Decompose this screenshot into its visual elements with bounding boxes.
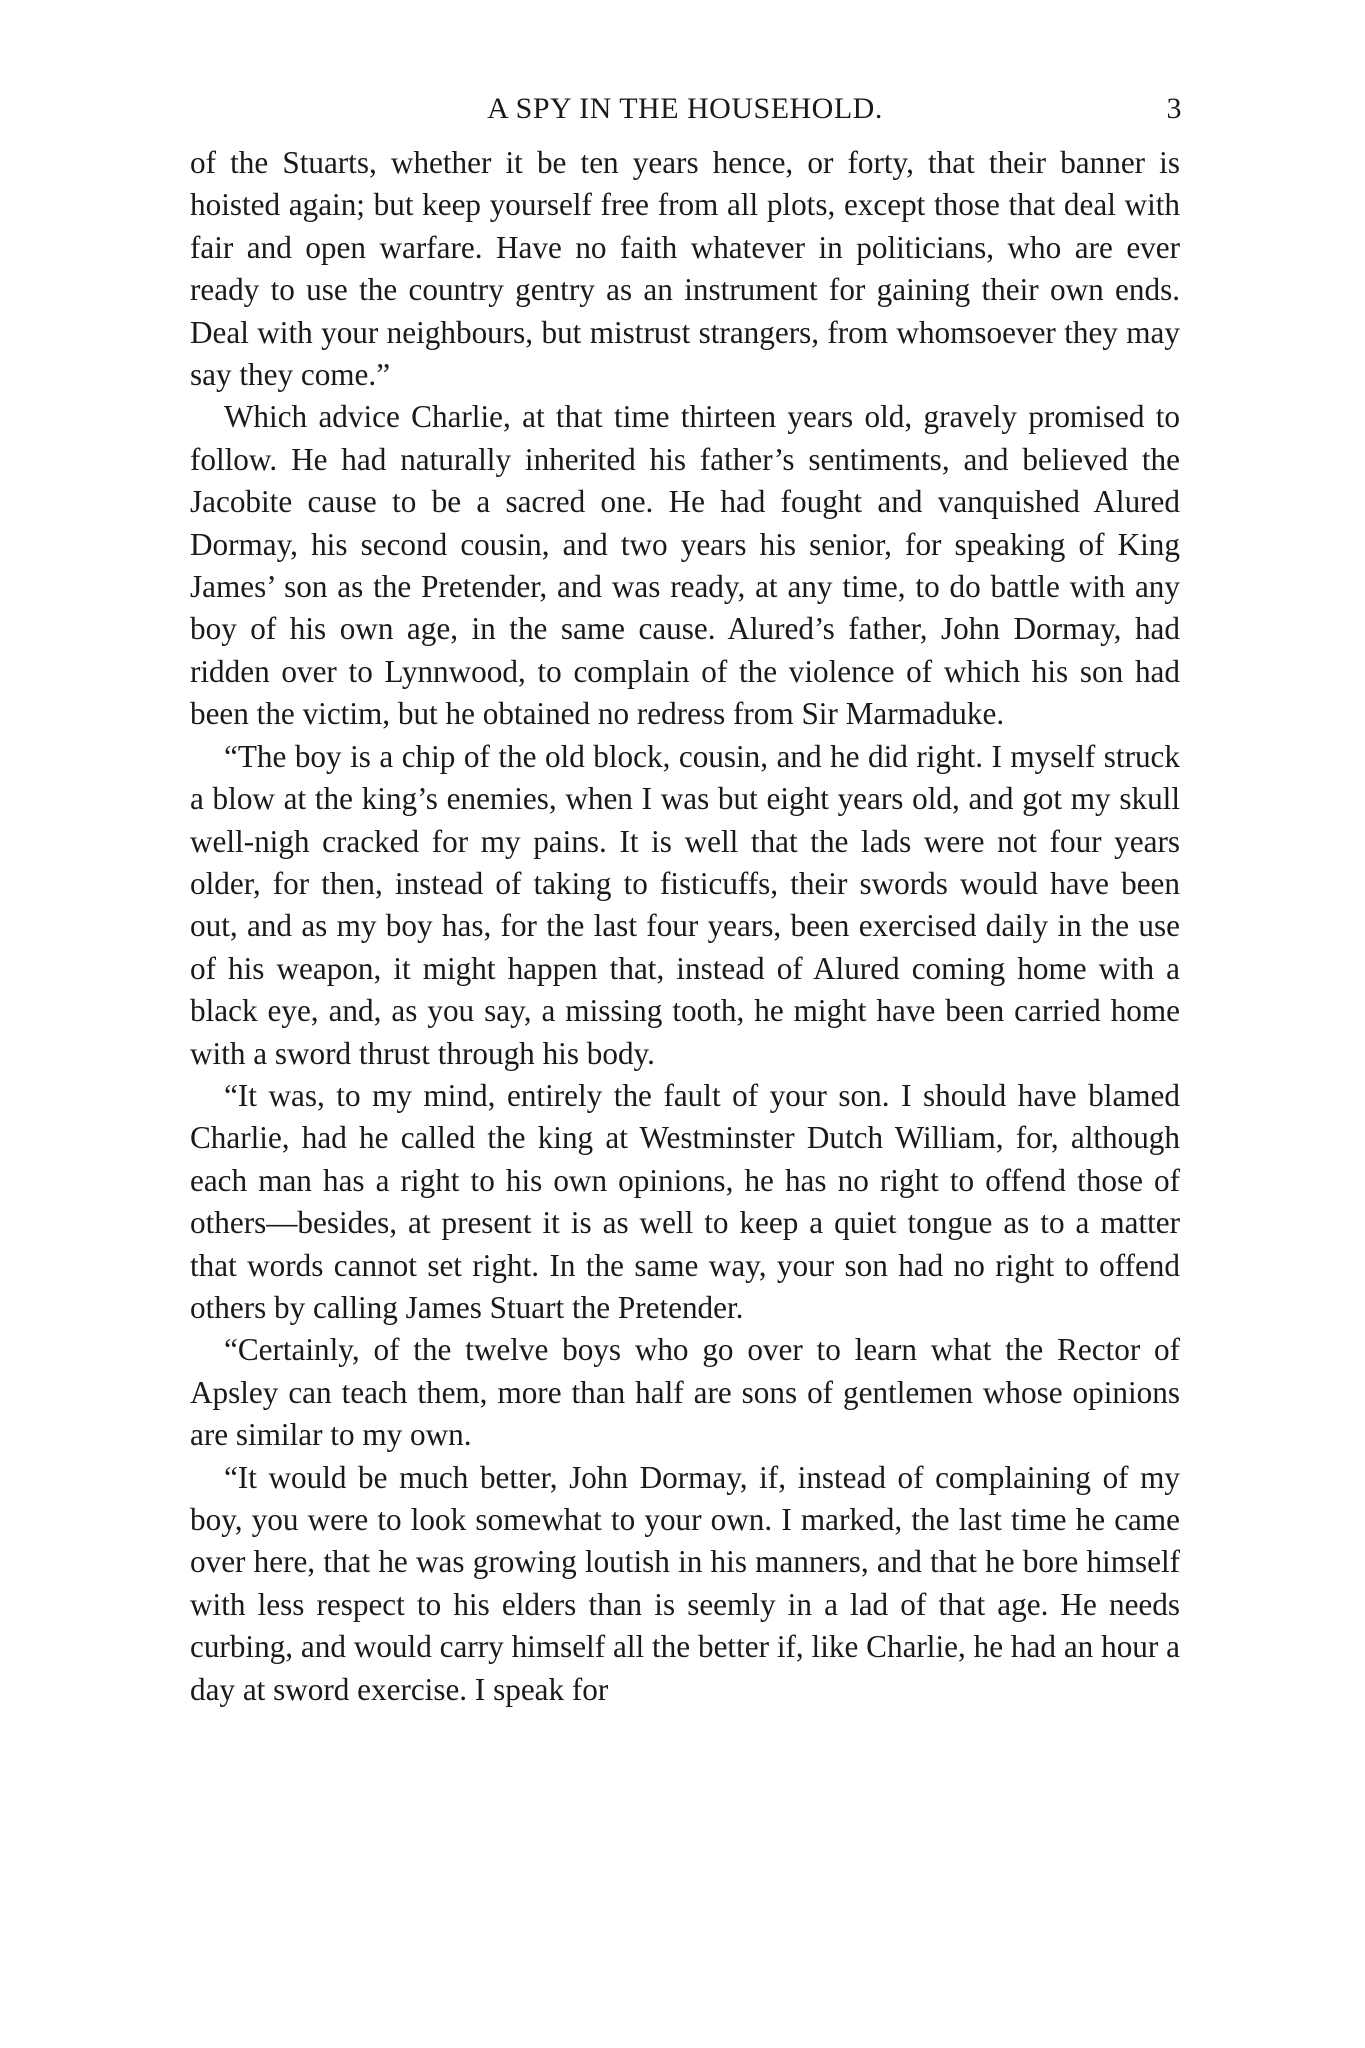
paragraph: “The boy is a chip of the old block, cousin, and he did right. I myself struck a blow at the king’s enemies, when I was but eight years old, and got my skull well-nigh cracked for my pains. It is well that the lads were not four years older, for then, instead of taking to fisticuffs, their swords would have been out, and as my boy has, for the last four years, been exercised daily in the use of his weapon, it might happen that, instead of Alured coming home with a black eye, and, as you say, a missing tooth, he might have been carried home with a sword thrust through his body. [190,738,1180,1071]
running-title: A SPY IN THE HOUSEHOLD. [487,92,883,125]
paragraph: “It was, to my mind, entirely the fault of your son. I should have blamed Charlie, had he called the king at Westminster Dutch William, for, although each man has a right to his own opinions, he has no right to offend those of others—besides, at present it is as well to keep a quiet tongue as to a matter that words cannot set right. In the same way, your son had no right to offend others by calling James Stuart the Pretender. [190,1077,1180,1325]
running-head [190,92,1180,142]
paragraph: “Certainly, of the twelve boys who go over to learn what the Rector of Apsley can teach them, more than half are sons of gentlemen whose opinions are similar to my own. [190,1332,1180,1453]
paragraph: “It would be much better, John Dormay, if, instead of complaining of my boy, you were to look somewhat to your own. I marked, the last time he came over here, that he was growing loutish in his manners, and that he bore himself with less respect to his elders than is seemly in a lad of that age. He needs curbing, and would carry himself all the better if, like Charlie, he had an hour a day at sword exercise. I speak for [190,1459,1180,1707]
text-body [190,142,1180,1711]
paragraph: Which advice Charlie, at that time thirteen years old, gravely promised to follow. He had naturally inherited his father’s sentiments, and believed the Jacobite cause to be a sacred one. He had fought and vanquished Alured Dormay, his second cousin, and two years his senior, for speaking of King James’ son as the Pretender, and was ready, at any time, to do battle with any boy of his own age, in the same cause. Alured’s father, John Dormay, had ridden over to Lynnwood, to complain of the violence of which his son had been the victim, but he obtained no redress from Sir Marmaduke. [190,399,1180,732]
page-number: 3 [1166,92,1182,125]
paragraph-continued: of the Stuarts, whether it be ten years hence, or forty, that their banner is hoisted again; but keep yourself free from all plots, except those that deal with fair and open warfare. Have no faith whatever in politicians, who are ever ready to use the country gentry as an instrument for gaining their own ends. Deal with your neighbours, but mistrust strangers, from whomsoever they may say they come.” [190,145,1180,393]
book-page [190,92,1180,1992]
